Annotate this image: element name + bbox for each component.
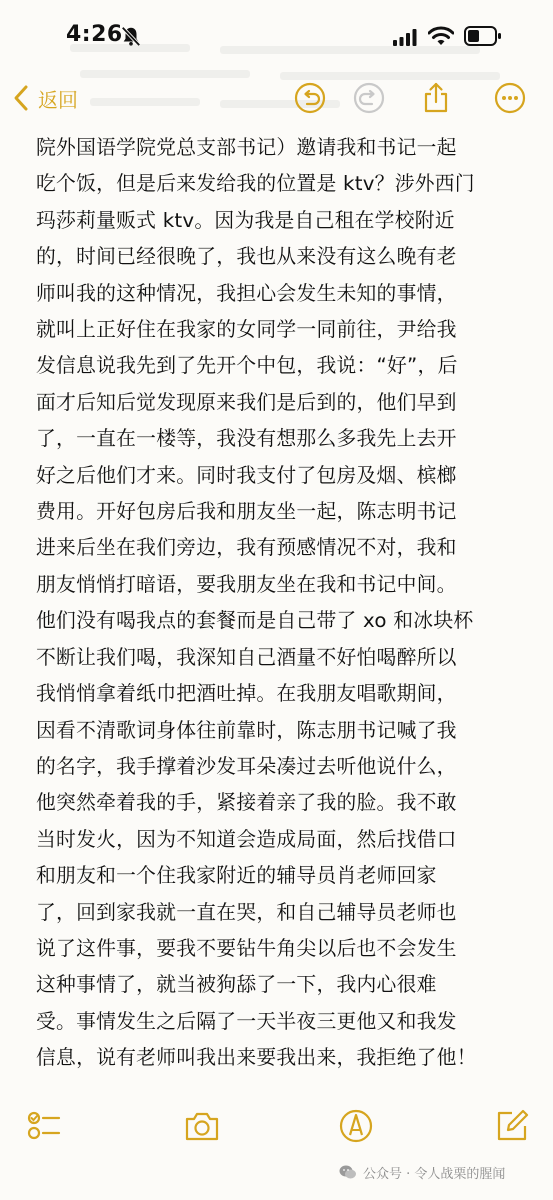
note-line: 受。事情发生之后隔了一天半夜三更他又和我发 — [36, 1009, 457, 1033]
note-line: 的，时间已经很晚了，我也从来没有这么晚有老 — [36, 245, 457, 269]
watermark — [339, 1156, 505, 1188]
camera-icon — [182, 1106, 222, 1146]
note-line: 他突然牵着我的手，紧接着亲了我的脸。我不敢 — [36, 791, 457, 815]
bell-slash-icon — [120, 25, 142, 47]
undo-button[interactable] — [294, 82, 326, 114]
note-body[interactable] — [36, 130, 518, 1077]
watermark-text: 公众号 · 令人战栗的腥闻 — [363, 1166, 506, 1182]
more-icon — [494, 82, 526, 114]
navigation-bar — [0, 72, 553, 124]
cellular-signal-icon — [393, 29, 417, 46]
note-line: 当时发火，因为不知道会造成局面，然后找借口 — [36, 827, 457, 851]
note-line: 朋友悄悄打暗语，要我朋友坐在我和书记中间。 — [36, 572, 457, 596]
note-line: 说了这件事，要我不要钻牛角尖以后也不会发生 — [36, 936, 457, 960]
note-line: 我悄悄拿着纸巾把酒吐掉。在我朋友唱歌期间， — [36, 682, 457, 706]
note-line: 进来后坐在我们旁边，我有预感情况不对，我和 — [36, 536, 457, 560]
note-line: 这种事情了，就当被狗舔了一下，我内心很难 — [36, 973, 437, 997]
note-line: 因看不清歌词身体往前靠时，陈志朋书记喊了我 — [36, 718, 457, 742]
note-line: 就叫上正好住在我家的女同学一同前往，尹给我 — [36, 318, 457, 342]
note-line: 他们没有喝我点的套餐而是自己带了 xo 和冰块杯 — [36, 609, 474, 633]
more-button[interactable] — [494, 82, 526, 114]
back-label: 返回 — [38, 87, 78, 112]
note-line: 的名字，我手撑着沙发耳朵凑过去听他说什么， — [36, 754, 457, 778]
note-line: 费用。开好包房后我和朋友坐一起，陈志明书记 — [36, 500, 457, 524]
checklist-icon — [24, 1106, 64, 1146]
redo-button[interactable] — [353, 82, 385, 114]
redo-icon — [353, 82, 385, 114]
battery-icon — [464, 26, 502, 46]
share-icon — [420, 82, 452, 114]
note-line: 发信息说我先到了先开个中包，我说：“好”，后 — [36, 354, 458, 378]
note-line: 了，一直在一楼等，我没有想那么多我先上去开 — [36, 427, 457, 451]
note-line: 吃个饭，但是后来发给我的位置是 ktv？涉外西门 — [36, 172, 475, 196]
back-button[interactable] — [12, 82, 78, 114]
note-line: 信息，说有老师叫我出来要我出来，我拒绝了他！ — [36, 1046, 477, 1070]
share-button[interactable] — [420, 82, 452, 114]
bottom-toolbar — [0, 1106, 553, 1156]
undo-icon — [294, 82, 326, 114]
chevron-left-icon — [12, 84, 32, 112]
note-line: 面才后知后觉发现原来我们是后到的，他们早到 — [36, 390, 457, 414]
wechat-icon — [339, 1163, 357, 1181]
markup-button[interactable] — [336, 1106, 376, 1146]
checklist-button[interactable] — [24, 1106, 64, 1146]
note-line: 院外国语学院党总支部书记）邀请我和书记一起 — [36, 136, 457, 159]
note-line: 了，回到家我就一直在哭，和自己辅导员老师也 — [36, 900, 457, 924]
note-line: 师叫我的这种情况，我担心会发生未知的事情， — [36, 281, 457, 305]
markup-pen-icon — [336, 1106, 376, 1146]
note-line: 和朋友和一个住我家附近的辅导员肖老师回家 — [36, 864, 437, 888]
compose-icon — [492, 1106, 532, 1146]
note-line: 好之后他们才来。同时我支付了包房及烟、槟榔 — [36, 463, 457, 487]
status-bar — [0, 0, 553, 72]
note-line: 玛莎莉量贩式 ktv。因为我是自己租在学校附近 — [36, 208, 455, 232]
wifi-icon — [428, 26, 454, 46]
camera-button[interactable] — [182, 1106, 222, 1146]
note-line: 不断让我们喝，我深知自己酒量不好怕喝醉所以 — [36, 645, 457, 669]
compose-button[interactable] — [492, 1106, 532, 1146]
status-time: 4:26 — [66, 22, 123, 47]
